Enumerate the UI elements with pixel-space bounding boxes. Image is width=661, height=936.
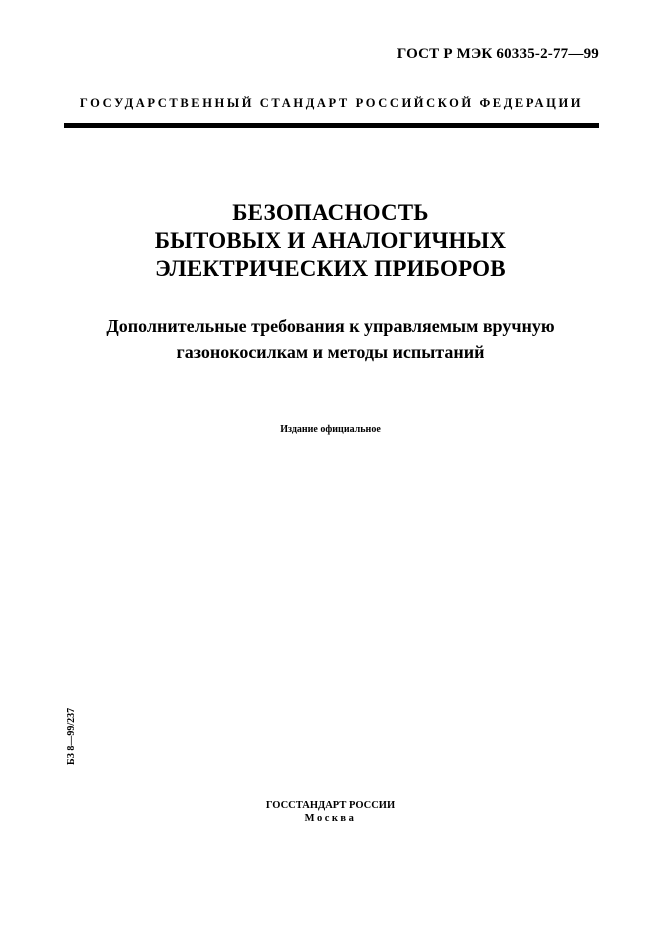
title-line-1: БЕЗОПАСНОСТЬ	[232, 200, 429, 225]
document-subtitle	[0, 313, 661, 365]
document-number: ГОСТ Р МЭК 60335-2-77—99	[396, 46, 599, 62]
publisher-block	[0, 799, 661, 825]
edition-label: Издание официальное	[280, 424, 381, 435]
title-line-3: ЭЛЕКТРИЧЕСКИХ ПРИБОРОВ	[155, 256, 506, 281]
state-standard-header: ГОСУДАРСТВЕННЫЙ СТАНДАРТ РОССИЙСКОЙ ФЕДЕРАЦИИ	[79, 96, 584, 110]
publisher-city: Москва	[304, 813, 357, 824]
title-line-2: БЫТОВЫХ И АНАЛОГИЧНЫХ	[154, 228, 507, 253]
side-catalog-code: БЗ 8—99/237	[66, 707, 77, 765]
subtitle-line-2: газонокосилкам и методы испытаний	[176, 342, 485, 362]
header-rule	[64, 123, 599, 128]
publisher-name: ГОССТАНДАРТ РОССИИ	[265, 800, 396, 811]
subtitle-line-1: Дополнительные требования к управляемым вручную	[106, 316, 555, 336]
document-title	[0, 199, 661, 283]
